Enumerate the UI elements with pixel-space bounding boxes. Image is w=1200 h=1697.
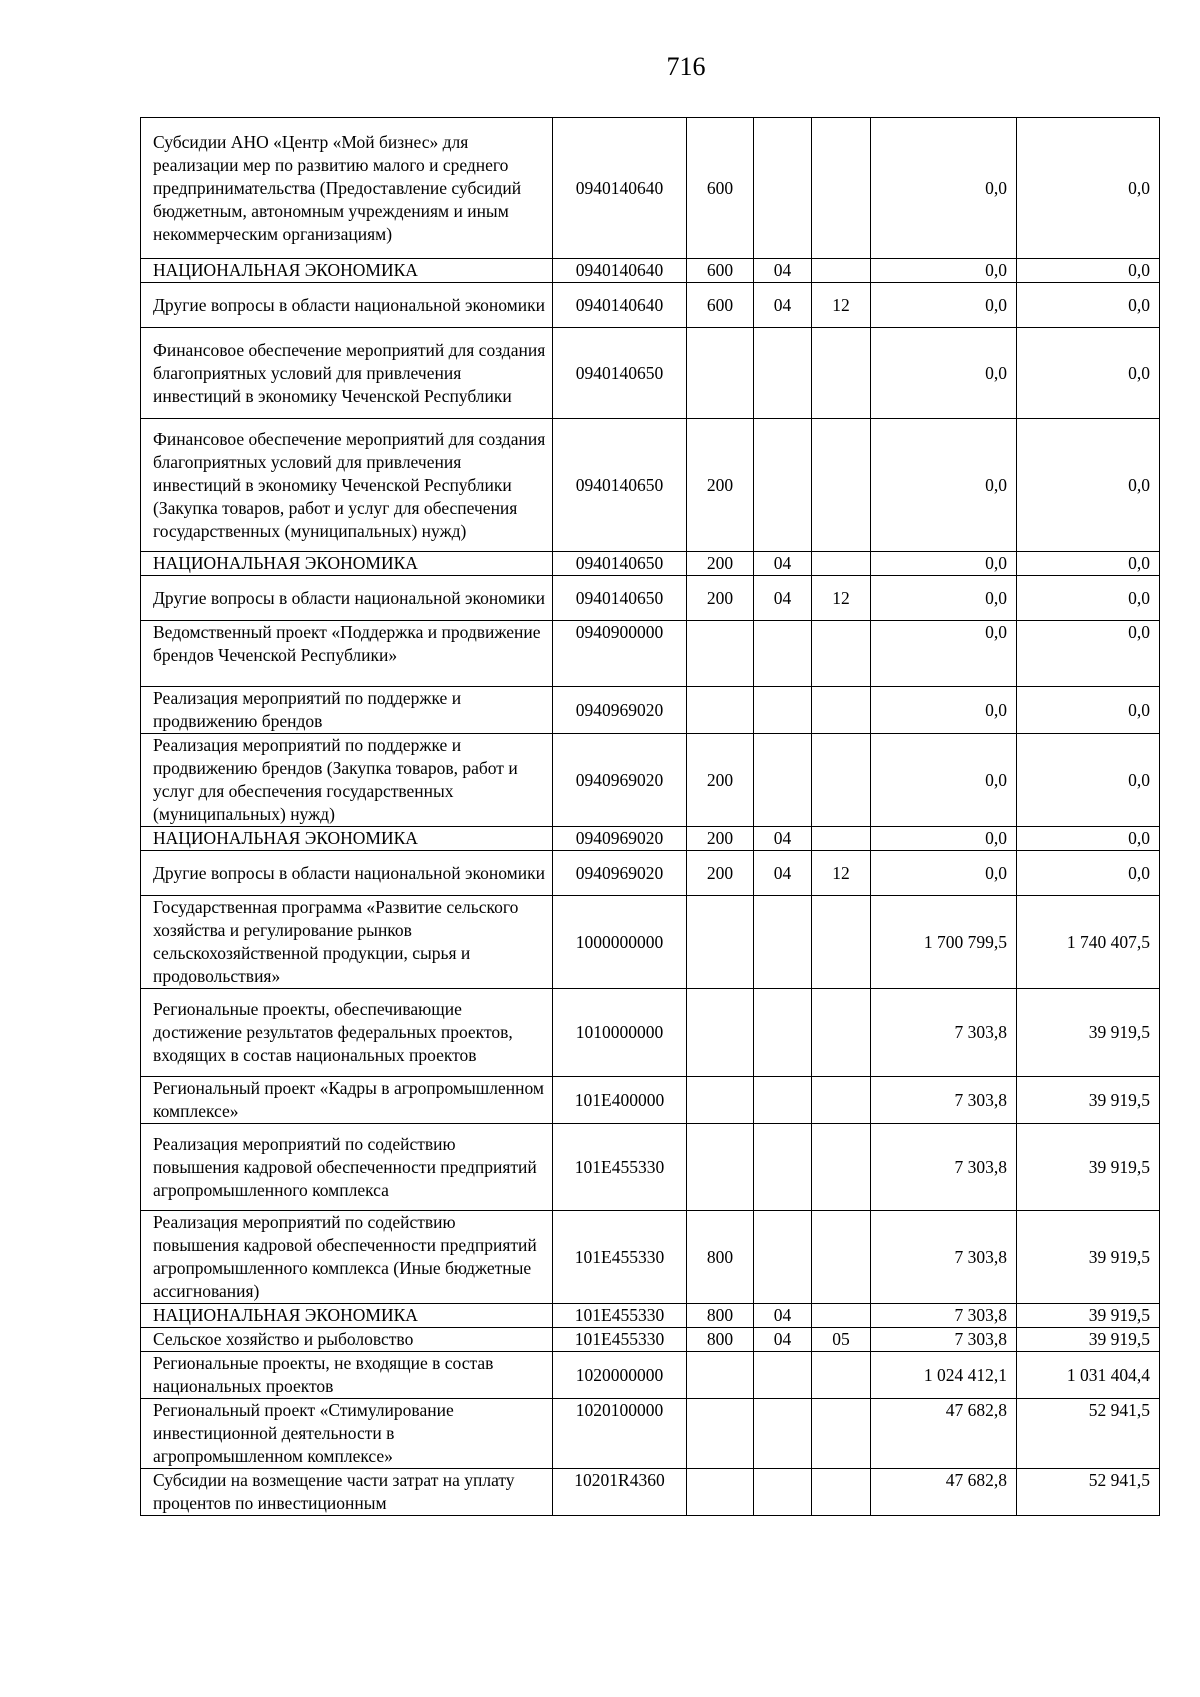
subsection-cell <box>812 621 871 687</box>
item-name-cell: Реализация мероприятий по поддержке и продвижению брендов (Закупка товаров, работ и услуг для обеспечения государственных (муниципальных) нужд) <box>141 734 553 827</box>
amount-year2-cell: 0,0 <box>1017 827 1160 851</box>
target-article-cell: 101E455330 <box>553 1304 687 1328</box>
subsection-cell <box>812 687 871 734</box>
section-cell <box>754 1077 812 1124</box>
expense-type-cell: 800 <box>687 1328 754 1352</box>
table-row <box>141 419 1160 552</box>
amount-year1-cell: 0,0 <box>871 259 1017 283</box>
table-row <box>141 1399 1160 1469</box>
expense-type-cell <box>687 1469 754 1516</box>
subsection-cell: 12 <box>812 851 871 896</box>
item-name-cell: Региональные проекты, не входящие в состав национальных проектов <box>141 1352 553 1399</box>
amount-year1-cell: 7 303,8 <box>871 1328 1017 1352</box>
amount-year2-cell: 39 919,5 <box>1017 1211 1160 1304</box>
amount-year2-cell: 39 919,5 <box>1017 1304 1160 1328</box>
amount-year1-cell: 7 303,8 <box>871 1077 1017 1124</box>
amount-year2-cell: 1 031 404,4 <box>1017 1352 1160 1399</box>
amount-year2-cell: 0,0 <box>1017 851 1160 896</box>
item-name-cell: Реализация мероприятий по содействию повышения кадровой обеспеченности предприятий агропромышленного комплекса (Иные бюджетные ассигнования) <box>141 1211 553 1304</box>
amount-year1-cell: 7 303,8 <box>871 1211 1017 1304</box>
table-row <box>141 1352 1160 1399</box>
subsection-cell <box>812 896 871 989</box>
section-cell <box>754 896 812 989</box>
subsection-cell: 12 <box>812 283 871 328</box>
target-article-cell: 1010000000 <box>553 989 687 1077</box>
table-row <box>141 552 1160 576</box>
table-row <box>141 1304 1160 1328</box>
target-article-cell: 0940140650 <box>553 328 687 419</box>
table-row <box>141 259 1160 283</box>
item-name-cell: НАЦИОНАЛЬНАЯ ЭКОНОМИКА <box>141 552 553 576</box>
subsection-cell <box>812 419 871 552</box>
section-cell <box>754 328 812 419</box>
subsection-cell <box>812 989 871 1077</box>
subsection-cell <box>812 328 871 419</box>
amount-year2-cell: 0,0 <box>1017 283 1160 328</box>
table-row <box>141 1124 1160 1211</box>
item-name-cell: Региональные проекты, обеспечивающие достижение результатов федеральных проектов, входящих в состав национальных проектов <box>141 989 553 1077</box>
item-name-cell: Финансовое обеспечение мероприятий для создания благоприятных условий для привлечения инвестиций в экономику Чеченской Республики (Закупка товаров, работ и услуг для обеспечения государственных (муниципальных) нужд) <box>141 419 553 552</box>
amount-year1-cell: 47 682,8 <box>871 1469 1017 1516</box>
subsection-cell <box>812 827 871 851</box>
amount-year2-cell: 0,0 <box>1017 552 1160 576</box>
table-row <box>141 989 1160 1077</box>
target-article-cell: 1020100000 <box>553 1399 687 1469</box>
amount-year2-cell: 52 941,5 <box>1017 1399 1160 1469</box>
amount-year2-cell: 0,0 <box>1017 734 1160 827</box>
amount-year2-cell: 52 941,5 <box>1017 1469 1160 1516</box>
expense-type-cell <box>687 1399 754 1469</box>
table-row <box>141 1469 1160 1516</box>
amount-year1-cell: 7 303,8 <box>871 1124 1017 1211</box>
table-row <box>141 328 1160 419</box>
amount-year1-cell: 0,0 <box>871 734 1017 827</box>
table-row <box>141 896 1160 989</box>
target-article-cell: 1020000000 <box>553 1352 687 1399</box>
subsection-cell: 05 <box>812 1328 871 1352</box>
amount-year2-cell: 0,0 <box>1017 419 1160 552</box>
target-article-cell: 0940140650 <box>553 419 687 552</box>
section-cell: 04 <box>754 1304 812 1328</box>
amount-year1-cell: 0,0 <box>871 118 1017 259</box>
target-article-cell: 10201R4360 <box>553 1469 687 1516</box>
section-cell: 04 <box>754 851 812 896</box>
amount-year1-cell: 47 682,8 <box>871 1399 1017 1469</box>
amount-year1-cell: 0,0 <box>871 687 1017 734</box>
expense-type-cell: 600 <box>687 259 754 283</box>
expense-type-cell <box>687 989 754 1077</box>
amount-year1-cell: 7 303,8 <box>871 1304 1017 1328</box>
section-cell: 04 <box>754 576 812 621</box>
item-name-cell: Реализация мероприятий по содействию повышения кадровой обеспеченности предприятий агропромышленного комплекса <box>141 1124 553 1211</box>
subsection-cell <box>812 1077 871 1124</box>
expense-type-cell <box>687 328 754 419</box>
expense-type-cell <box>687 1352 754 1399</box>
item-name-cell: Сельское хозяйство и рыболовство <box>141 1328 553 1352</box>
section-cell <box>754 1469 812 1516</box>
amount-year2-cell: 0,0 <box>1017 259 1160 283</box>
target-article-cell: 1000000000 <box>553 896 687 989</box>
section-cell <box>754 1399 812 1469</box>
budget-table <box>140 117 1160 1516</box>
target-article-cell: 0940140640 <box>553 118 687 259</box>
subsection-cell <box>812 1352 871 1399</box>
amount-year2-cell: 0,0 <box>1017 687 1160 734</box>
item-name-cell: НАЦИОНАЛЬНАЯ ЭКОНОМИКА <box>141 1304 553 1328</box>
item-name-cell: Субсидии на возмещение части затрат на уплату процентов по инвестиционным <box>141 1469 553 1516</box>
table-body <box>141 118 1160 1516</box>
section-cell <box>754 687 812 734</box>
section-cell: 04 <box>754 259 812 283</box>
amount-year1-cell: 0,0 <box>871 328 1017 419</box>
amount-year2-cell: 0,0 <box>1017 621 1160 687</box>
amount-year2-cell: 39 919,5 <box>1017 1328 1160 1352</box>
target-article-cell: 0940900000 <box>553 621 687 687</box>
table-row <box>141 851 1160 896</box>
subsection-cell <box>812 552 871 576</box>
subsection-cell <box>812 1399 871 1469</box>
table-row <box>141 827 1160 851</box>
expense-type-cell: 200 <box>687 576 754 621</box>
section-cell: 04 <box>754 827 812 851</box>
expense-type-cell: 800 <box>687 1304 754 1328</box>
item-name-cell: Региональный проект «Кадры в агропромышленном комплексе» <box>141 1077 553 1124</box>
expense-type-cell <box>687 687 754 734</box>
amount-year1-cell: 1 024 412,1 <box>871 1352 1017 1399</box>
amount-year2-cell: 39 919,5 <box>1017 1124 1160 1211</box>
table-row <box>141 687 1160 734</box>
section-cell: 04 <box>754 283 812 328</box>
expense-type-cell: 800 <box>687 1211 754 1304</box>
item-name-cell: Другие вопросы в области национальной экономики <box>141 576 553 621</box>
expense-type-cell <box>687 621 754 687</box>
expense-type-cell <box>687 1077 754 1124</box>
subsection-cell: 12 <box>812 576 871 621</box>
expense-type-cell <box>687 1124 754 1211</box>
page-number: 716 <box>666 52 706 81</box>
amount-year2-cell: 0,0 <box>1017 118 1160 259</box>
table-row <box>141 734 1160 827</box>
amount-year2-cell: 0,0 <box>1017 328 1160 419</box>
table-row <box>141 118 1160 259</box>
target-article-cell: 0940140650 <box>553 576 687 621</box>
expense-type-cell: 200 <box>687 827 754 851</box>
amount-year2-cell: 0,0 <box>1017 576 1160 621</box>
table-row <box>141 576 1160 621</box>
table-row <box>141 1211 1160 1304</box>
item-name-cell: Ведомственный проект «Поддержка и продвижение брендов Чеченской Республики» <box>141 621 553 687</box>
expense-type-cell: 200 <box>687 851 754 896</box>
item-name-cell: Финансовое обеспечение мероприятий для создания благоприятных условий для привлечения инвестиций в экономику Чеченской Республики <box>141 328 553 419</box>
amount-year1-cell: 0,0 <box>871 283 1017 328</box>
item-name-cell: Государственная программа «Развитие сельского хозяйства и регулирование рынков сельскохозяйственной продукции, сырья и продовольствия» <box>141 896 553 989</box>
section-cell <box>754 621 812 687</box>
subsection-cell <box>812 1469 871 1516</box>
amount-year1-cell: 0,0 <box>871 827 1017 851</box>
target-article-cell: 0940969020 <box>553 827 687 851</box>
target-article-cell: 101E455330 <box>553 1328 687 1352</box>
item-name-cell: Другие вопросы в области национальной экономики <box>141 851 553 896</box>
amount-year1-cell: 0,0 <box>871 552 1017 576</box>
item-name-cell: Реализация мероприятий по поддержке и продвижению брендов <box>141 687 553 734</box>
expense-type-cell <box>687 896 754 989</box>
target-article-cell: 0940140640 <box>553 259 687 283</box>
expense-type-cell: 200 <box>687 552 754 576</box>
table-row <box>141 1077 1160 1124</box>
target-article-cell: 0940140640 <box>553 283 687 328</box>
item-name-cell: Другие вопросы в области национальной экономики <box>141 283 553 328</box>
table-row <box>141 1328 1160 1352</box>
item-name-cell: НАЦИОНАЛЬНАЯ ЭКОНОМИКА <box>141 827 553 851</box>
section-cell <box>754 734 812 827</box>
amount-year2-cell: 39 919,5 <box>1017 989 1160 1077</box>
amount-year1-cell: 1 700 799,5 <box>871 896 1017 989</box>
amount-year1-cell: 7 303,8 <box>871 989 1017 1077</box>
section-cell <box>754 419 812 552</box>
section-cell <box>754 118 812 259</box>
target-article-cell: 0940969020 <box>553 851 687 896</box>
table-row <box>141 621 1160 687</box>
subsection-cell <box>812 1211 871 1304</box>
section-cell: 04 <box>754 552 812 576</box>
amount-year2-cell: 39 919,5 <box>1017 1077 1160 1124</box>
item-name-cell: Субсидии АНО «Центр «Мой бизнес» для реализации мер по развитию малого и среднего предпринимательства (Предоставление субсидий бюджетным, автономным учреждениям и иным некоммерческим организациям) <box>141 118 553 259</box>
subsection-cell <box>812 259 871 283</box>
item-name-cell: Региональный проект «Стимулирование инвестиционной деятельности в агропромышленном комплексе» <box>141 1399 553 1469</box>
target-article-cell: 0940140650 <box>553 552 687 576</box>
subsection-cell <box>812 1124 871 1211</box>
target-article-cell: 101E400000 <box>553 1077 687 1124</box>
section-cell <box>754 1211 812 1304</box>
item-name-cell: НАЦИОНАЛЬНАЯ ЭКОНОМИКА <box>141 259 553 283</box>
table-row <box>141 283 1160 328</box>
section-cell <box>754 989 812 1077</box>
target-article-cell: 101E455330 <box>553 1124 687 1211</box>
target-article-cell: 101E455330 <box>553 1211 687 1304</box>
amount-year1-cell: 0,0 <box>871 851 1017 896</box>
subsection-cell <box>812 118 871 259</box>
expense-type-cell: 200 <box>687 419 754 552</box>
section-cell: 04 <box>754 1328 812 1352</box>
target-article-cell: 0940969020 <box>553 687 687 734</box>
expense-type-cell: 600 <box>687 283 754 328</box>
amount-year1-cell: 0,0 <box>871 621 1017 687</box>
amount-year1-cell: 0,0 <box>871 576 1017 621</box>
subsection-cell <box>812 1304 871 1328</box>
section-cell <box>754 1124 812 1211</box>
amount-year2-cell: 1 740 407,5 <box>1017 896 1160 989</box>
subsection-cell <box>812 734 871 827</box>
section-cell <box>754 1352 812 1399</box>
amount-year1-cell: 0,0 <box>871 419 1017 552</box>
expense-type-cell: 600 <box>687 118 754 259</box>
expense-type-cell: 200 <box>687 734 754 827</box>
target-article-cell: 0940969020 <box>553 734 687 827</box>
